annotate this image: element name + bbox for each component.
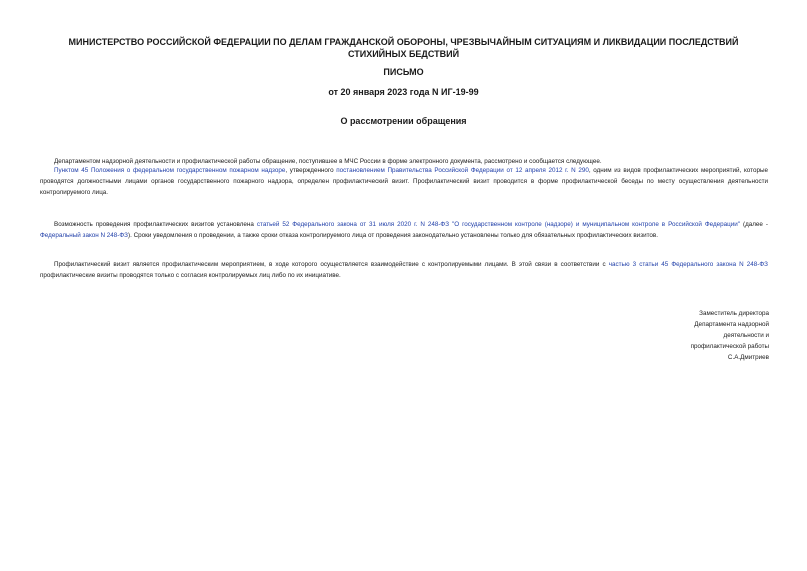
signature-name: С.А.Дмитриев (727, 354, 769, 361)
paragraph-3-text-3: ). Сроки уведомления о проведении, а также сроки отказа контролируемого лица от проведения законодательно установлены только для обязательных профилактических визитов. (128, 232, 659, 239)
link-law-248[interactable]: Федеральный закон N 248-ФЗ (40, 232, 128, 239)
paragraph-4-text-2: профилактические визиты проводятся только с согласия контролируемых лиц либо по их инициативе. (40, 272, 341, 279)
paragraph-3 (40, 219, 768, 241)
paragraph-1: Департаментом надзорной деятельности и профилактической работы обращение, поступившее в МЧС России в форме электронного документа, рассмотрено и сообщается следующее. (54, 158, 602, 165)
paragraph-2-body (40, 165, 768, 198)
paragraph-3-text-2: (далее - (740, 221, 768, 228)
paragraph-3-text-1: Возможность проведения профилактических визитов установлена (54, 221, 257, 228)
link-article-52-law-248[interactable]: статьей 52 Федерального закона от 31 июля 2020 г. N 248-ФЗ "О государственном контроле (надзоре) и муниципальном контроле в Российской Федерации" (256, 221, 741, 228)
link-part-3-article-45[interactable]: частью 3 статьи 45 Федерального закона N 248-ФЗ (608, 261, 768, 268)
paragraph-4-text-1: Профилактический визит является профилактическим мероприятием, в ходе которого осуществляется взаимодействие с контролируемыми лицами. В этой связи в соответствии с (54, 261, 609, 268)
link-government-decree-290[interactable]: постановлением Правительства Российской Федерации от 12 апреля 2012 г. N 290 (336, 167, 589, 174)
document-subject: О рассмотрении обращения (340, 116, 467, 126)
paragraph-2-text-1: , утвержденного (285, 167, 337, 174)
signature-position-line-2: Департамента надзорной (694, 321, 769, 328)
ministry-title: МИНИСТЕРСТВО РОССИЙСКОЙ ФЕДЕРАЦИИ ПО ДЕЛАМ ГРАЖДАНСКОЙ ОБОРОНЫ, ЧРЕЗВЫЧАЙНЫМ СИТУАЦИЯМ И ЛИКВИДАЦИИ ПОСЛЕДСТВИЙ СТИХИЙНЫХ БЕДСТВИЙ (68, 37, 739, 59)
signature-position-line-1: Заместитель директора (699, 310, 769, 317)
signature-position-line-3: деятельности и (723, 332, 769, 339)
signature-position-line-4: профилактической работы (690, 343, 769, 350)
signature-block (629, 308, 769, 363)
paragraph-4 (40, 259, 768, 281)
paragraph-2-text-2: , одним из видов профилактических мероприятий, которые проводятся должностными лицами органов государственного пожарного надзора, определен профилактический визит. Профилактический визит проводится в форме профилактической беседы по месту осуществления деятельности контролируемого лица. (40, 167, 768, 196)
link-fire-supervision-regulation[interactable]: Пунктом 45 Положения о федеральном государственном пожарном надзоре (54, 167, 286, 174)
document-type: ПИСЬМО (383, 67, 424, 77)
document-date-number: от 20 января 2023 года N ИГ-19-99 (328, 87, 479, 97)
